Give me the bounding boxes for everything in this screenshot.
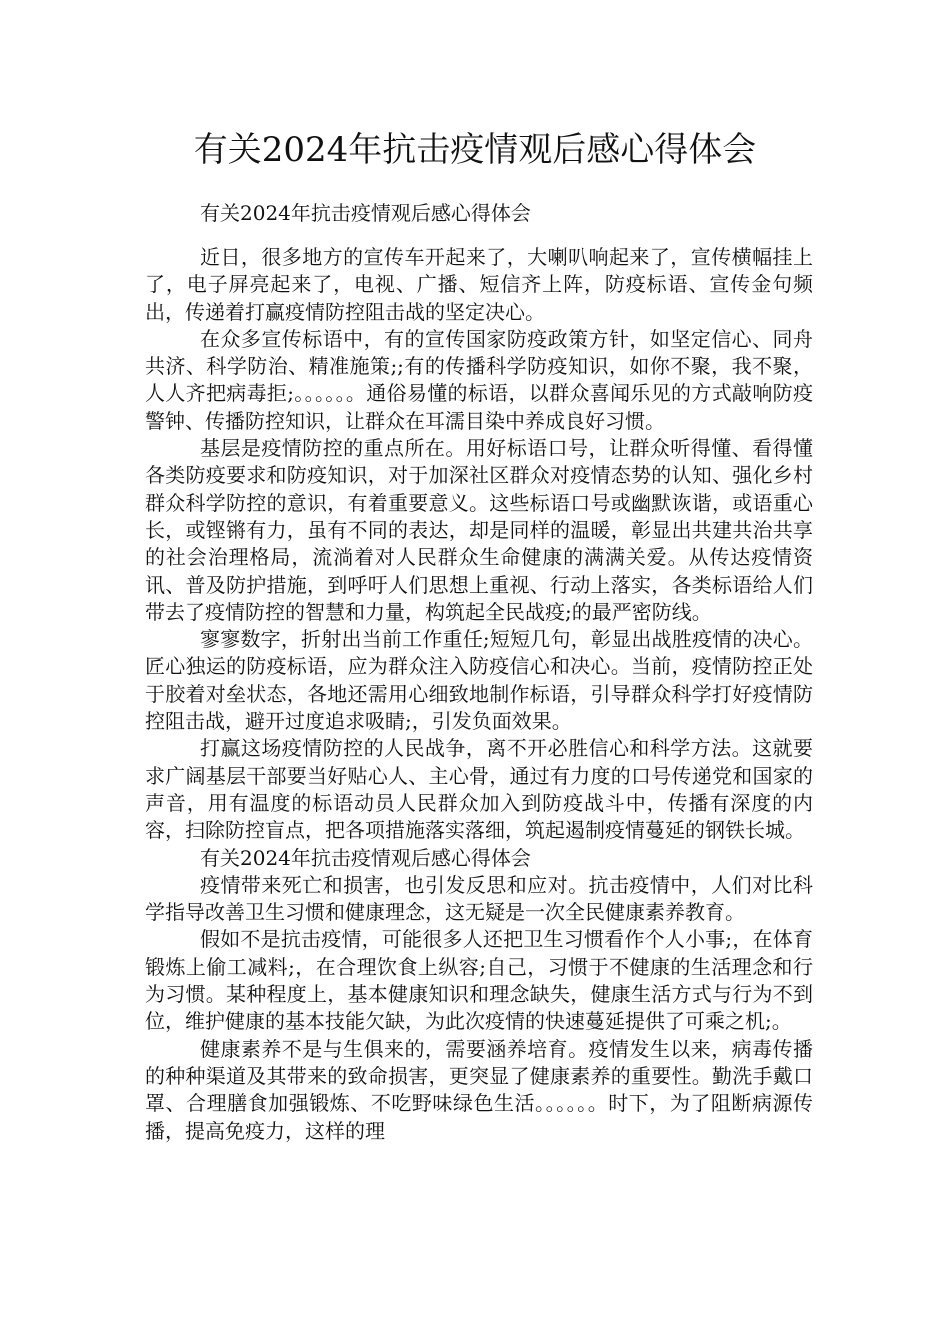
paragraph-8: 健康素养不是与生俱来的，需要涵养培育。疫情发生以来，病毒传播的种种渠道及其带来的致命损害，更突显了健康素养的重要性。勤洗手戴口罩、合理膳食加强锻炼、不吃野味绿色生活。。。。。。时下，为了阻断病源传播，提高免疫力，这样的理: [145, 1036, 813, 1143]
document-title: 有关2024年抗击疫情观后感心得体会: [193, 130, 757, 170]
paragraph-6: 疫情带来死亡和损害，也引发反思和应对。抗击疫情中，人们对比科学指导改善卫生习惯和健康理念，这无疑是一次全民健康素养教育。: [145, 872, 813, 925]
section-heading: 有关2024年抗击疫情观后感心得体会: [200, 845, 531, 870]
paragraph-5: 打赢这场疫情防控的人民战争，离不开必胜信心和科学方法。这就要求广阔基层干部要当好贴心人、主心骨，通过有力度的口号传递党和国家的声音，用有温度的标语动员人民群众加入到防疫战斗中，传播有深度的内容，扫除防控盲点，把各项措施落实落细，筑起遏制疫情蔓延的钢铁长城。: [145, 736, 813, 843]
paragraph-7: 假如不是抗击疫情，可能很多人还把卫生习惯看作个人小事;，在体育锻炼上偷工减料;，在合理饮食上纵容;自己，习惯于不健康的生活理念和行为习惯。某种程度上，基本健康知识和理念缺失，健康生活方式与行为不到位，维护健康的基本技能欠缺，为此次疫情的快速蔓延提供了可乘之机;。: [145, 927, 813, 1034]
paragraph-3: 基层是疫情防控的重点所在。用好标语口号，让群众听得懂、看得懂各类防疫要求和防疫知识，对于加深社区群众对疫情态势的认知、强化乡村群众科学防控的意识，有着重要意义。这些标语口号或幽默诙谐，或语重心长，或铿锵有力，虽有不同的表达，却是同样的温暖，彰显出共建共治共享的社会治理格局，流淌着对人民群众生命健康的满满关爱。从传达疫情资讯、普及防护措施，到呼吁人们思想上重视、行动上落实，各类标语给人们带去了疫情防控的智慧和力量，构筑起全民战疫;的最严密防线。: [145, 436, 813, 624]
paragraph-1: 近日，很多地方的宣传车开起来了，大喇叭响起来了，宣传横幅挂上了，电子屏亮起来了，电视、广播、短信齐上阵，防疫标语、宣传金句频出，传递着打赢疫情防控阻击战的坚定决心。: [145, 245, 813, 324]
document-subtitle: 有关2024年抗击疫情观后感心得体会: [200, 201, 531, 225]
paragraph-4: 寥寥数字，折射出当前工作重任;短短几句，彰显出战胜疫情的决心。匠心独运的防疫标语，应为群众注入防疫信心和决心。当前，疫情防控正处于胶着对垒状态，各地还需用心细致地制作标语，引导群众科学打好疫情防控阻击战，避开过度追求吸睛;，引发负面效果。: [145, 627, 813, 734]
document-body: [145, 244, 813, 1145]
paragraph-2: 在众多宣传标语中，有的宣传国家防疫政策方针，如坚定信心、同舟共济、科学防治、精准施策;;有的传播科学防疫知识，如你不聚，我不聚，人人齐把病毒拒;。。。。。。通俗易懂的标语，以群众喜闻乐见的方式敲响防疫警钟、传播防控知识，让群众在耳濡目染中养成良好习惯。: [145, 326, 813, 433]
